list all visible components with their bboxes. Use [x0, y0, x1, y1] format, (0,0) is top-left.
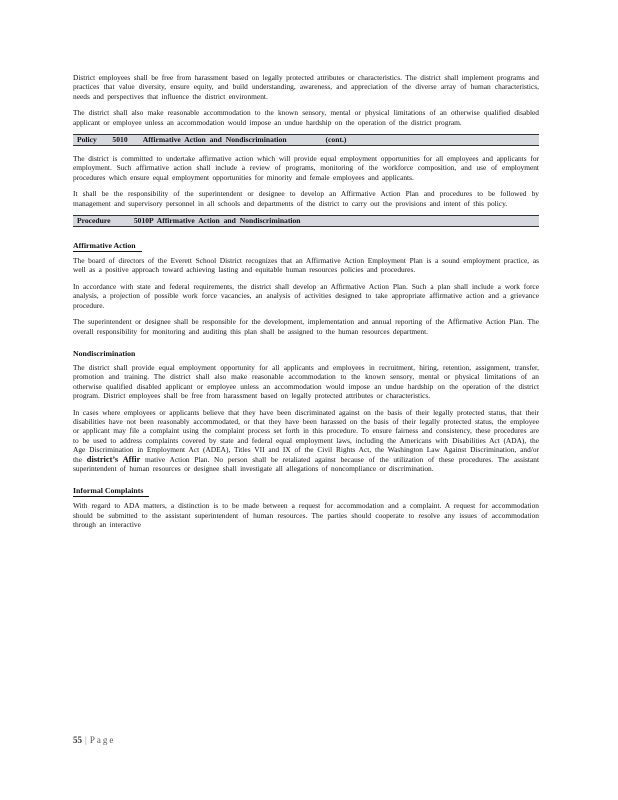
- policy-number: 5010: [112, 135, 128, 145]
- informal-complaints-heading: Informal Complaints: [73, 486, 149, 497]
- informal-complaints-paragraph-1: With regard to ADA matters, a distinction is to be made between a request for accommodation and a complaint. A request for accommodation should be submitted to the assistant superintendent of human resources. The parties should cooperate to resolve any issues of accommodation through an interactive: [73, 501, 539, 530]
- procedure-label: Procedure: [77, 216, 111, 226]
- procedure-header-bar: [73, 215, 539, 227]
- page-label: Page: [89, 735, 116, 745]
- policy-title: Affirmative Action and Nondiscrimination: [142, 135, 287, 145]
- procedure-title: Affirmative Action and Nondiscrimination: [156, 216, 301, 226]
- district-emphasis: district’s Affir: [86, 454, 141, 464]
- policy-header-bar: [73, 134, 539, 146]
- affirmative-action-paragraph-2: In accordance with state and federal requirements, the district shall develop an Affirmative Action Plan. Such a plan shall include a work force analysis, a projection of possible work force vacancies, an analysis of activities designed to take appropriate affirmative action and a grievance procedure.: [73, 281, 539, 310]
- policy-continued: (cont.): [325, 135, 347, 145]
- page-content: [73, 73, 539, 537]
- affirmative-action-heading: Affirmative Action: [73, 241, 142, 252]
- nondiscrimination-text-a: In cases where employees or applicants believe that they have been discriminated against on the basis of their legally protected status, that their disabilities have not been reasonably accommodated, or that they have been harassed on the basis of their legally protected status, the employee or applicant may file a complaint using the complaint process set forth in this procedure. To ensure fairness and consistency, these procedures are to be used to address complaints covered by state and federal equal employment laws, including the Americans with Disabilities Act (ADA), the Age Discrimination in Employment Act (ADEA), Titles VII and IX of the Civil Rights Act, the Washington Law Against Discrimination, and/or the: [73, 407, 539, 464]
- affirmative-action-paragraph-1: The board of directors of the Everett School District recognizes that an Affirmative Action Employment Plan is a sound employment practice, as well as a positive approach toward achieving lasting and equitable human resources policies and procedures.: [73, 256, 539, 275]
- intro-paragraph-1: District employees shall be free from harassment based on legally protected attributes or characteristics. The district shall implement programs and practices that value diversity, ensure equity, and build understanding, awareness, and appreciation of the diverse array of human characteristics, needs and perspectives that influence the district environment.: [73, 73, 539, 101]
- page-number: 55: [73, 735, 82, 745]
- nondiscrimination-text-b: mative Action Plan. No person shall be retaliated against because of the utilization of these procedures. The assistant superintendent of human resources or designee shall investigate all allegations of noncompliance or discrimination.: [73, 454, 539, 473]
- affirmative-action-paragraph-3: The superintendent or designee shall be responsible for the development, implementation and annual reporting of the Affirmative Action Plan. The overall responsibility for monitoring and auditing this plan shall be assigned to the human resources department.: [73, 317, 539, 336]
- nondiscrimination-paragraph-1: The district shall provide equal employment opportunity for all applicants and employees in recruitment, hiring, retention, assignment, transfer, promotion and training. The district shall also make reasonable accommodation to the known sensory, mental or physical limitations of an otherwise qualified disabled applicant or employee unless an accommodation would impose an undue hardship on the operation of the district program. District employees shall be free from harassment based on legally protected attributes or characteristics.: [73, 362, 539, 401]
- intro-paragraph-2: The district shall also make reasonable accommodation to the known sensory, mental or physical limitations of an otherwise qualified disabled applicant or employee unless an accommodation would impose an undue hardship on the operation of the district program.: [73, 108, 539, 127]
- nondiscrimination-paragraph-2: [73, 408, 539, 474]
- footer-separator: |: [85, 735, 87, 745]
- procedure-number: 5010P: [133, 216, 154, 226]
- policy-label: Policy: [77, 135, 97, 145]
- nondiscrimination-heading: Nondiscrimination: [73, 348, 136, 358]
- policy-paragraph-2: It shall be the responsibility of the superintendent or designee to develop an Affirmative Action Plan and procedures to be followed by management and supervisory personnel in all schools and departments of the district to carry out the provisions and intent of this policy.: [73, 189, 539, 208]
- policy-paragraph-1: The district is committed to undertake affirmative action which will provide equal employment opportunities for all employees and applicants for employment. Such affirmative action shall include a review of programs, monitoring of the workforce composition, and use of employment procedures which ensure equal employment opportunities for minority and female employees and applicants.: [73, 154, 539, 182]
- page-footer: [73, 735, 115, 745]
